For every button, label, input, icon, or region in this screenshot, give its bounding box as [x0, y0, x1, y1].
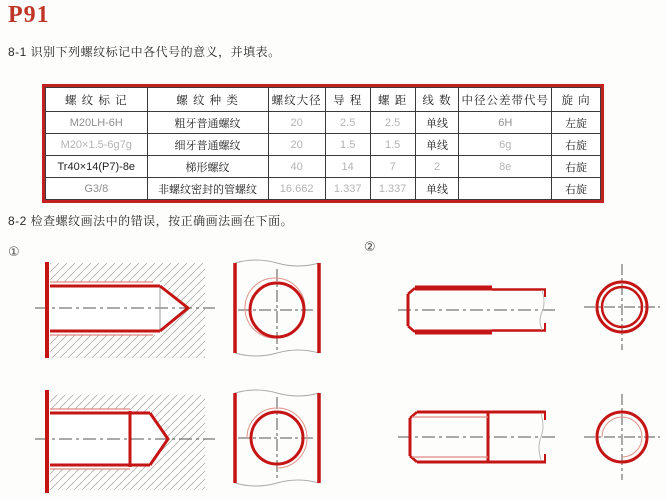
table-cell: 20: [268, 134, 325, 156]
table-cell: M20×1.5-6g7g: [46, 134, 148, 156]
col-header-tolerance: 中径公差带代号: [459, 88, 552, 112]
col-header-lead: 导 程: [325, 88, 370, 112]
table-cell: G3/8: [46, 178, 148, 200]
fig2-correct-side-view-drawing: [398, 390, 560, 484]
table-cell: 2: [415, 156, 459, 178]
chamfer-line-top: [408, 288, 415, 294]
task-8-2-text: 8-2 检查螺纹画法中的错误，按正确画法画在下面。: [8, 214, 294, 228]
table-cell: 右旋: [552, 156, 601, 178]
table-cell: 单线: [415, 178, 459, 200]
table-cell: M20LH-6H: [46, 112, 148, 134]
table-cell: 6H: [459, 112, 552, 134]
fig2-incorrect-end-view-drawing: [582, 262, 662, 352]
table-cell: 20: [268, 112, 325, 134]
col-header-hand: 旋 向: [552, 88, 601, 112]
table-cell: [459, 178, 552, 200]
table-cell: 右旋: [552, 178, 601, 200]
col-header-pitch: 螺 距: [370, 88, 415, 112]
table-row: [46, 112, 601, 134]
table-cell: 2.5: [370, 112, 415, 134]
figure-2-label: ②: [364, 239, 376, 254]
table-cell: 6g: [459, 134, 552, 156]
fig1-incorrect-end-view-drawing: [228, 255, 330, 370]
col-header-major-dia: 螺纹大径: [268, 88, 325, 112]
col-header-starts: 线 数: [415, 88, 459, 112]
table-cell: 右旋: [552, 134, 601, 156]
break-line-bottom: [235, 480, 319, 486]
figure-1-label: ①: [8, 244, 20, 259]
break-line-bottom: [235, 350, 319, 356]
table-cell: 8e: [459, 156, 552, 178]
page-title: P91: [8, 2, 50, 28]
table-cell: 1.5: [370, 134, 415, 156]
thread-marking-table: [42, 84, 604, 203]
break-line-top: [235, 390, 319, 396]
table-row: [46, 178, 601, 200]
fig1-incorrect-section-view-drawing: [35, 255, 220, 370]
break-line-top: [235, 260, 319, 266]
table-cell: 1.5: [325, 134, 370, 156]
table-row: [46, 156, 601, 178]
fig1-correct-end-view-drawing: [228, 385, 330, 500]
table-cell: 细牙普通螺纹: [147, 134, 268, 156]
table-cell: 1.337: [370, 178, 415, 200]
table-cell: 40: [268, 156, 325, 178]
table-row: [46, 134, 601, 156]
table-cell: 1.337: [325, 178, 370, 200]
table-cell: 梯形螺纹: [147, 156, 268, 178]
table-cell: 2.5: [325, 112, 370, 134]
chamfer-line-bottom: [408, 326, 415, 332]
table-cell: 16.662: [268, 178, 325, 200]
col-header-type: 螺 纹 种 类: [147, 88, 268, 112]
task-8-1-text: 8-1 识别下列螺纹标记中各代号的意义，并填表。: [8, 45, 281, 59]
table-header-row: [46, 88, 601, 112]
fig2-incorrect-side-view-drawing: [398, 258, 560, 352]
col-header-mark: 螺 纹 标 记: [46, 88, 148, 112]
table-cell: 单线: [415, 112, 459, 134]
table-cell: Tr40×14(P7)-8e: [46, 156, 148, 178]
table-cell: 非螺纹密封的管螺纹: [147, 178, 268, 200]
table-cell: 左旋: [552, 112, 601, 134]
table-cell: 14: [325, 156, 370, 178]
fig1-correct-section-view-drawing: [35, 385, 220, 500]
table-cell: 粗牙普通螺纹: [147, 112, 268, 134]
table-cell: 单线: [415, 134, 459, 156]
fig2-correct-end-view-drawing: [582, 392, 662, 482]
table-cell: 7: [370, 156, 415, 178]
thread-table: [45, 87, 601, 200]
